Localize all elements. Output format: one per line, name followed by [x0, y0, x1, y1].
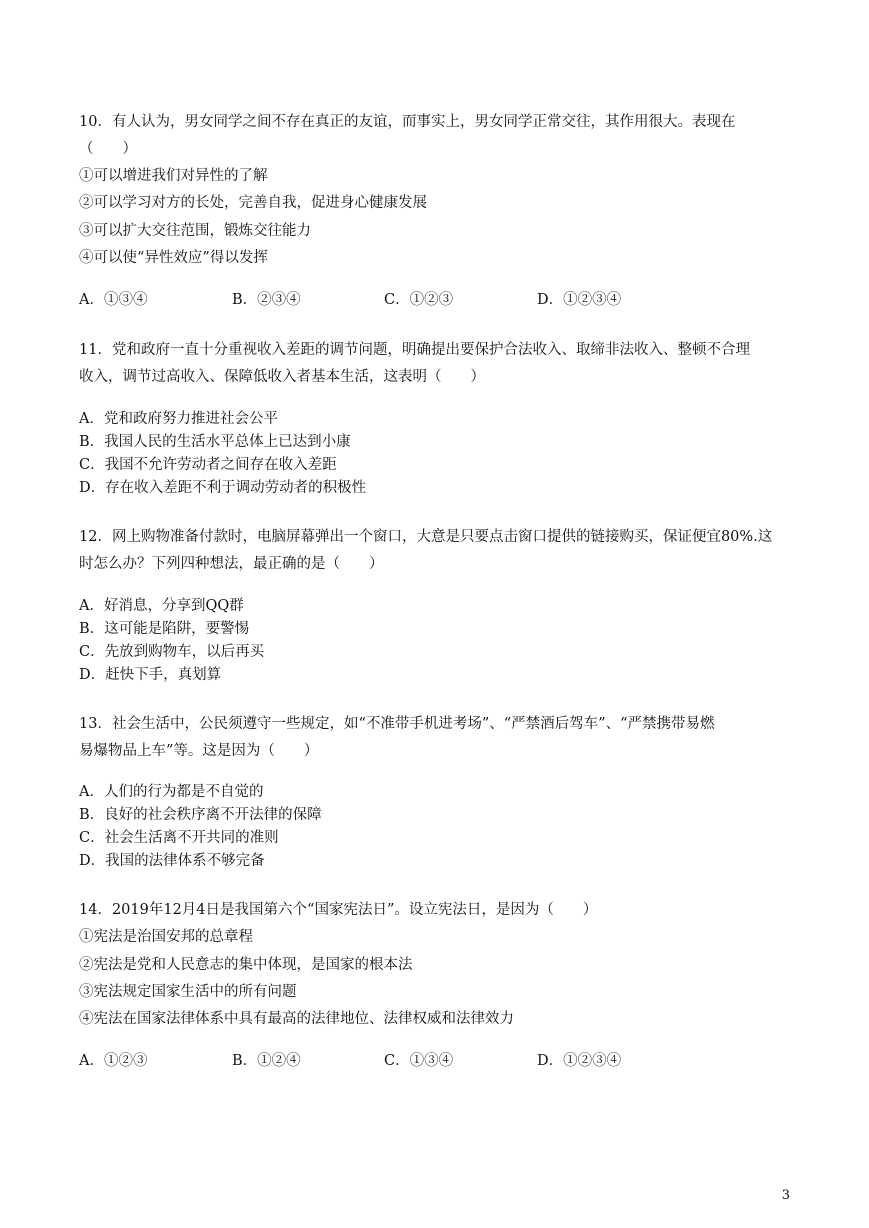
question-13-option-d: D．我国的法律体系不够完备 — [79, 853, 265, 869]
question-10-option-c: C．①②③ — [384, 292, 454, 308]
question-14-option-a: A．①②③ — [79, 1053, 148, 1069]
question-10-statement-4: ④可以使“异性效应”得以发挥 — [79, 250, 268, 266]
question-10-statement-1: ①可以增进我们对异性的了解 — [79, 168, 268, 184]
question-14-statement-1: ①宪法是治国安邦的总章程 — [79, 929, 253, 945]
question-11-option-a: A．党和政府努力推进社会公平 — [79, 411, 278, 427]
question-14-statement-2: ②宪法是党和人民意志的集中体现，是国家的根本法 — [79, 957, 413, 973]
question-10-option-b: B．②③④ — [232, 292, 301, 308]
question-11-option-b: B．我国人民的生活水平总体上已达到小康 — [79, 434, 351, 450]
question-10-statement-2: ②可以学习对方的长处，完善自我，促进身心健康发展 — [79, 195, 427, 211]
question-14-statement-4: ④宪法在国家法律体系中具有最高的法律地位、法律权威和法律效力 — [79, 1011, 514, 1027]
question-13-stem-line-1: 13．社会生活中，公民须遵守一些规定，如“不准带手机进考场”、“严禁酒后驾车”、“严禁携带易燃 — [79, 716, 715, 732]
question-14-option-c: C．①③④ — [384, 1053, 454, 1069]
question-14-stem-line-1: 14．2019年12月4日是我国第六个“国家宪法日”。设立宪法日，是因为（ ） — [79, 902, 598, 918]
question-11-stem-line-1: 11．党和政府一直十分重视收入差距的调节问题，明确提出要保护合法收入、取缔非法收入、整顿不合理 — [79, 342, 750, 358]
question-11-option-c: C．我国不允许劳动者之间存在收入差距 — [79, 457, 337, 473]
question-13-option-a: A．人们的行为都是不自觉的 — [79, 784, 264, 800]
question-13-option-b: B．良好的社会秩序离不开法律的保障 — [79, 807, 322, 823]
question-12-option-a: A．好消息，分享到QQ群 — [79, 598, 244, 614]
question-10-statement-3: ③可以扩大交往范围，锻炼交往能力 — [79, 223, 311, 239]
question-12-option-c: C．先放到购物车，以后再买 — [79, 644, 265, 660]
question-12-option-b: B．这可能是陷阱，要警惕 — [79, 621, 250, 637]
question-14-option-d: D．①②③④ — [537, 1053, 622, 1069]
question-12-option-d: D．赶快下手，真划算 — [79, 667, 222, 683]
question-11-stem-line-2: 收入，调节过高收入、保障低收入者基本生活，这表明（ ） — [79, 369, 485, 385]
question-13-option-c: C．社会生活离不开共同的准则 — [79, 830, 279, 846]
question-10-option-d: D．①②③④ — [537, 292, 622, 308]
question-10-stem-line-2: （ ） — [79, 141, 137, 157]
question-13-stem-line-2: 易爆物品上车”等。这是因为（ ） — [79, 743, 319, 759]
question-12-stem-line-1: 12．网上购物准备付款时，电脑屏幕弹出一个窗口，大意是只要点击窗口提供的链接购买，保证便宜80%.这 — [79, 529, 773, 545]
question-12-stem-line-2: 时怎么办？下列四种想法，最正确的是（ ） — [79, 556, 384, 572]
question-11-option-d: D．存在收入差距不利于调动劳动者的积极性 — [79, 480, 367, 496]
question-14-statement-3: ③宪法规定国家生活中的所有问题 — [79, 984, 297, 1000]
page-number: 3 — [781, 1188, 790, 1203]
question-10-stem-line-1: 10．有人认为，男女同学之间不存在真正的友谊，而事实上，男女同学正常交往，其作用很大。表现在 — [79, 114, 736, 130]
question-14-option-b: B．①②④ — [232, 1053, 301, 1069]
question-10-option-a: A．①③④ — [79, 292, 148, 308]
